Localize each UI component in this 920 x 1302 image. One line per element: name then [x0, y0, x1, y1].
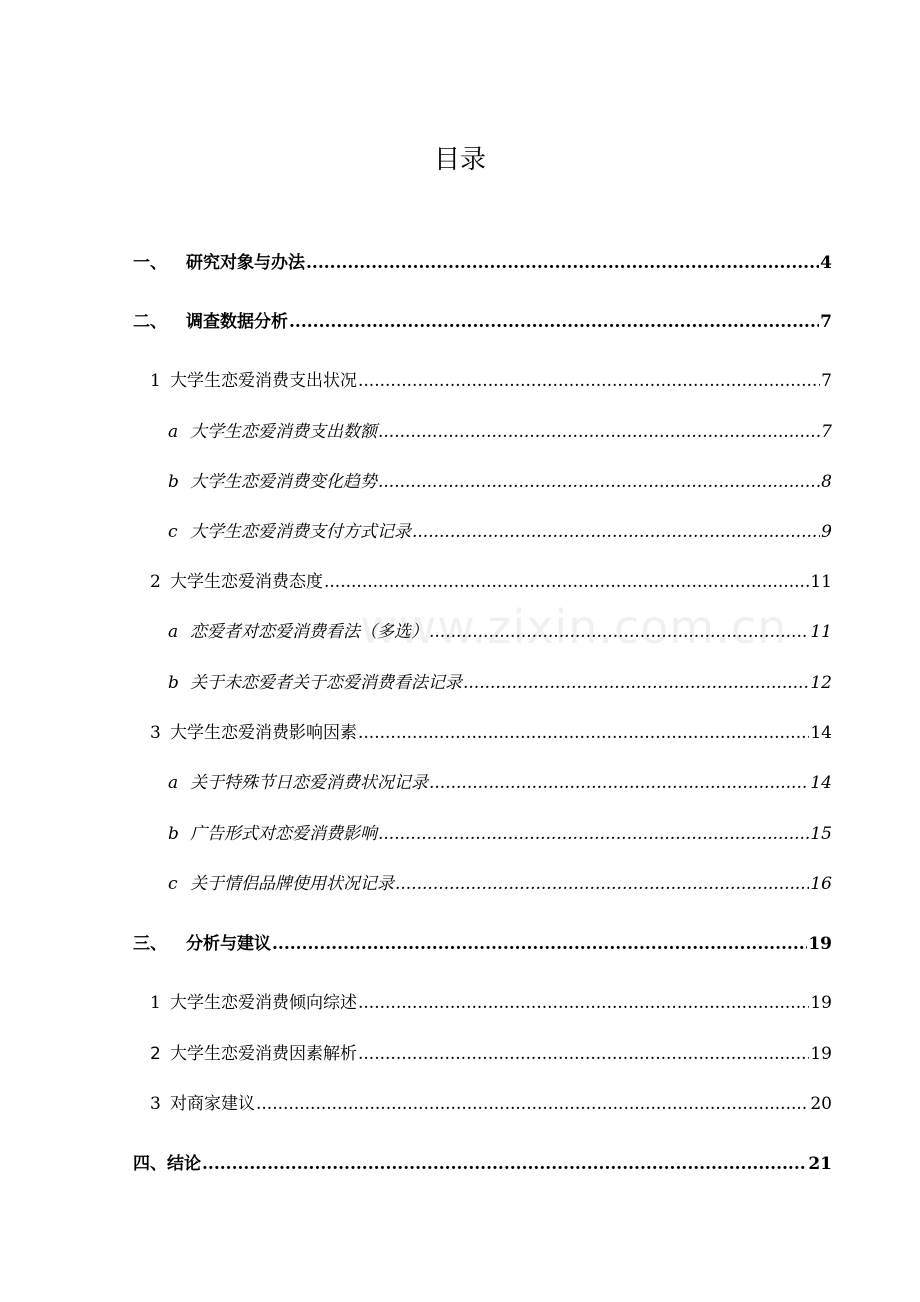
toc-entry-label: 调查数据分析	[186, 312, 288, 332]
toc-page-number: 15	[810, 824, 832, 844]
page-title: 目录	[433, 145, 486, 175]
toc-entry-3-1[interactable]	[150, 988, 832, 1018]
toc-entry-number: 2	[150, 1044, 161, 1064]
toc-page-number: 19	[810, 993, 832, 1013]
toc-entry-label: 分析与建议	[186, 934, 271, 954]
toc-entry-2[interactable]	[133, 307, 832, 337]
toc-entry-2-3-a[interactable]	[168, 768, 832, 798]
toc-page-number: 21	[808, 1154, 832, 1174]
toc-entry-number: 三、	[133, 934, 167, 954]
toc-entry-number: b	[168, 673, 179, 693]
toc-entry-number: a	[168, 622, 179, 642]
toc-dot-leader	[324, 567, 809, 597]
toc-entry-3[interactable]	[133, 929, 832, 959]
toc-page-number: 11	[810, 572, 832, 592]
toc-page-number: 16	[810, 874, 832, 894]
toc-entry-label: 关于特殊节日恋爱消费状况记录	[190, 773, 428, 793]
toc-dot-leader	[358, 1039, 809, 1069]
toc-entry-label: 大学生恋爱消费影响因素	[170, 723, 357, 743]
toc-entry-2-3[interactable]	[150, 718, 832, 748]
toc-entry-2-1-a[interactable]	[168, 417, 832, 447]
toc-page-number: 9	[821, 522, 832, 542]
toc-entry-label: 关于未恋爱者关于恋爱消费看法记录	[190, 673, 462, 693]
toc-page-number: 7	[820, 312, 832, 332]
toc-page-number: 7	[821, 371, 832, 391]
toc-dot-leader	[412, 517, 820, 547]
watermark: www.zixin.com.cn	[360, 600, 788, 654]
toc-entry-number: b	[168, 472, 179, 492]
toc-entry-2-1[interactable]	[150, 366, 832, 396]
toc-entry-2-2-b[interactable]	[168, 668, 832, 698]
toc-dot-leader	[378, 819, 809, 849]
toc-entry-3-3[interactable]	[150, 1089, 832, 1119]
toc-entry-2-3-c[interactable]	[168, 869, 832, 899]
toc-entry-number: 1	[150, 371, 161, 391]
toc-dot-leader	[358, 988, 809, 1018]
toc-page-number: 7	[821, 422, 832, 442]
toc-entry-4[interactable]	[133, 1149, 832, 1179]
toc-page-number: 8	[821, 472, 832, 492]
toc-dot-leader	[429, 768, 809, 798]
toc-dot-leader	[358, 718, 809, 748]
toc-entry-number: 四、	[133, 1154, 167, 1174]
toc-entry-label: 广告形式对恋爱消费影响	[190, 824, 377, 844]
toc-dot-leader	[395, 869, 809, 899]
toc-dot-leader	[463, 668, 809, 698]
toc-dot-leader	[289, 307, 819, 337]
toc-page-number: 11	[810, 622, 832, 642]
toc-entry-label: 大学生恋爱消费变化趋势	[190, 472, 377, 492]
toc-entry-number: a	[168, 422, 179, 442]
toc-page-number: 14	[810, 773, 832, 793]
toc-page-number: 20	[810, 1094, 832, 1114]
toc-page-number: 19	[810, 1044, 832, 1064]
toc-page-number: 19	[808, 934, 832, 954]
toc-dot-leader	[306, 248, 819, 278]
toc-dot-leader	[202, 1149, 807, 1179]
toc-entry-number: 一、	[133, 253, 167, 273]
toc-page-number: 12	[810, 673, 832, 693]
toc-dot-leader	[378, 417, 820, 447]
toc-entry-number: 3	[150, 723, 161, 743]
toc-dot-leader	[378, 467, 820, 497]
toc-entry-2-1-c[interactable]	[168, 517, 832, 547]
toc-entry-3-2[interactable]	[150, 1039, 832, 1069]
toc-dot-leader	[256, 1089, 809, 1119]
toc-entry-number: c	[168, 522, 178, 542]
toc-dot-leader	[429, 617, 809, 647]
toc-entry-2-3-b[interactable]	[168, 819, 832, 849]
toc-dot-leader	[358, 366, 820, 396]
toc-entry-number: 3	[150, 1094, 161, 1114]
toc-entry-number: 二、	[133, 312, 167, 332]
toc-entry-label: 大学生恋爱消费态度	[170, 572, 323, 592]
toc-entry-number: 2	[150, 572, 161, 592]
toc-entry-1[interactable]	[133, 248, 832, 278]
toc-entry-label: 研究对象与办法	[186, 253, 305, 273]
toc-entry-label: 对商家建议	[170, 1094, 255, 1114]
toc-entry-2-2[interactable]	[150, 567, 832, 597]
toc-page-number: 4	[820, 253, 832, 273]
toc-dot-leader	[272, 929, 807, 959]
toc-entry-label: 大学生恋爱消费因素解析	[170, 1044, 357, 1064]
toc-entry-label: 大学生恋爱消费支付方式记录	[190, 522, 411, 542]
toc-entry-number: 1	[150, 993, 161, 1013]
toc-page-number: 14	[810, 723, 832, 743]
toc-entry-number: a	[168, 773, 179, 793]
toc-entry-label: 结论	[167, 1154, 201, 1174]
toc-entry-number: c	[168, 874, 178, 894]
toc-entry-label: 大学生恋爱消费支出状况	[170, 371, 357, 391]
toc-entry-label: 大学生恋爱消费支出数额	[190, 422, 377, 442]
toc-entry-label: 大学生恋爱消费倾向综述	[170, 993, 357, 1013]
toc-entry-2-2-a[interactable]	[168, 617, 832, 647]
toc-entry-label: 关于情侣品牌使用状况记录	[190, 874, 394, 894]
toc-entry-label: 恋爱者对恋爱消费看法（多选）	[190, 622, 428, 642]
toc-entry-2-1-b[interactable]	[168, 467, 832, 497]
toc-entry-number: b	[168, 824, 179, 844]
